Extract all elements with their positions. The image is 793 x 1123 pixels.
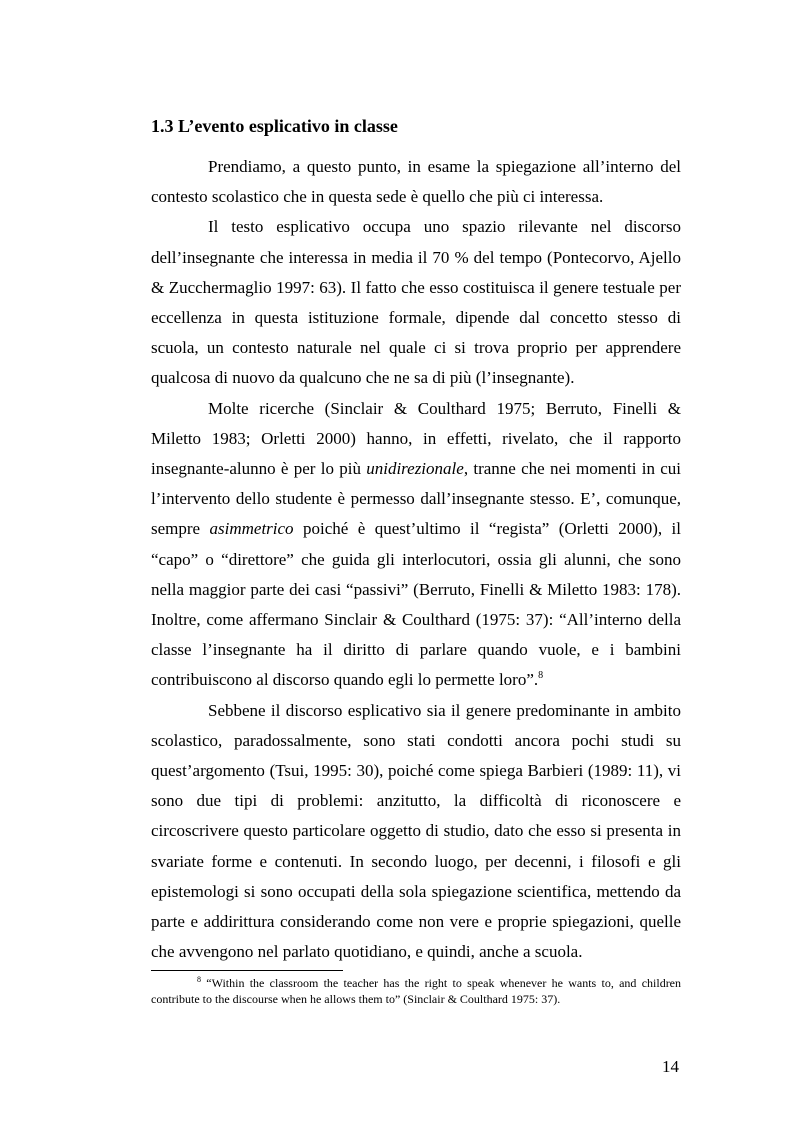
paragraph-3-text-2: , tranne che nei momenti in cui l’intervento dello studente è permesso dall’insegnante stesso. E’, comunque, sempre	[151, 459, 681, 539]
section-heading: 1.3 L’evento esplicativo in classe	[151, 116, 398, 136]
italic-term-unidirezionale: unidirezionale	[366, 459, 464, 479]
paragraph-2: Il testo esplicativo occupa uno spazio rilevante nel discorso dell’insegnante che interessa in media il 70 % del tempo (Pontecorvo, Ajello & Zucchermaglio 1997: 63). Il fatto che esso costituisca il genere testuale per eccellenza in questa istituzione formale, dipende dal concetto stesso di scuola, un contesto naturale nel quale ci si trova proprio per apprendere qualcosa di nuovo da qualcuno che ne sa di più (l’insegnante).	[151, 217, 681, 388]
footnote	[151, 975, 681, 1007]
page-number: 14	[662, 1057, 679, 1076]
footnote-divider	[151, 970, 343, 971]
italic-term-asimmetrico: asimmetrico	[209, 519, 294, 539]
paragraph-4: Sebbene il discorso esplicativo sia il genere predominante in ambito scolastico, paradossalmente, sono stati condotti ancora pochi studi su quest’argomento (Tsui, 1995: 30), poiché come spiega Barbieri (1989: 11), vi sono due tipi di problemi: anzitutto, la difficoltà di riconoscere e circoscrivere questo particolare oggetto di studio, dato che esso si presenta in svariate forme e contenuti. In secondo luogo, per decenni, i filosofi e gli epistemologi si sono occupati della sola spiegazione scientifica, mettendo da parte e addirittura considerando come non vere e proprie spiegazioni, quelle che avvengono nel parlato quotidiano, e quindi, anche a scuola.	[151, 700, 681, 962]
paragraph-1: Prendiamo, a questo punto, in esame la spiegazione all’interno del contesto scolastico che in questa sede è quello che più ci interessa.	[151, 157, 681, 207]
footnote-text: “Within the classroom the teacher has the right to speak whenever he wants to, and children contribute to the discourse when he allows them to” (Sinclair & Coulthard 1975: 37).	[151, 976, 682, 1006]
footnote-reference[interactable]: 8	[538, 670, 544, 682]
paragraph-3	[151, 394, 681, 696]
paragraph-3-text-3: poiché è quest’ultimo il “regista” (Orletti 2000), il “capo” o “direttore” che guida gli interlocutori, ossia gli alunni, che sono nella maggior parte dei casi “passivi” (Berruto, Finelli & Miletto 1983: 178). Inoltre, come affermano Sinclair & Coulthard (1975: 37): “All’interno della classe l’insegnante ha il diritto di parlare quando vuole, e i bambini contribuiscono al discorso quando egli lo permette loro”.	[151, 519, 681, 690]
paragraph-3-text-1: Molte ricerche (Sinclair & Coulthard 1975; Berruto, Finelli & Miletto 1983; Orletti 2000) hanno, in effetti, rivelato, che il rapporto insegnante-alunno è per lo più	[151, 398, 681, 479]
body-text	[151, 152, 681, 967]
footnote-number: 8	[197, 975, 201, 984]
